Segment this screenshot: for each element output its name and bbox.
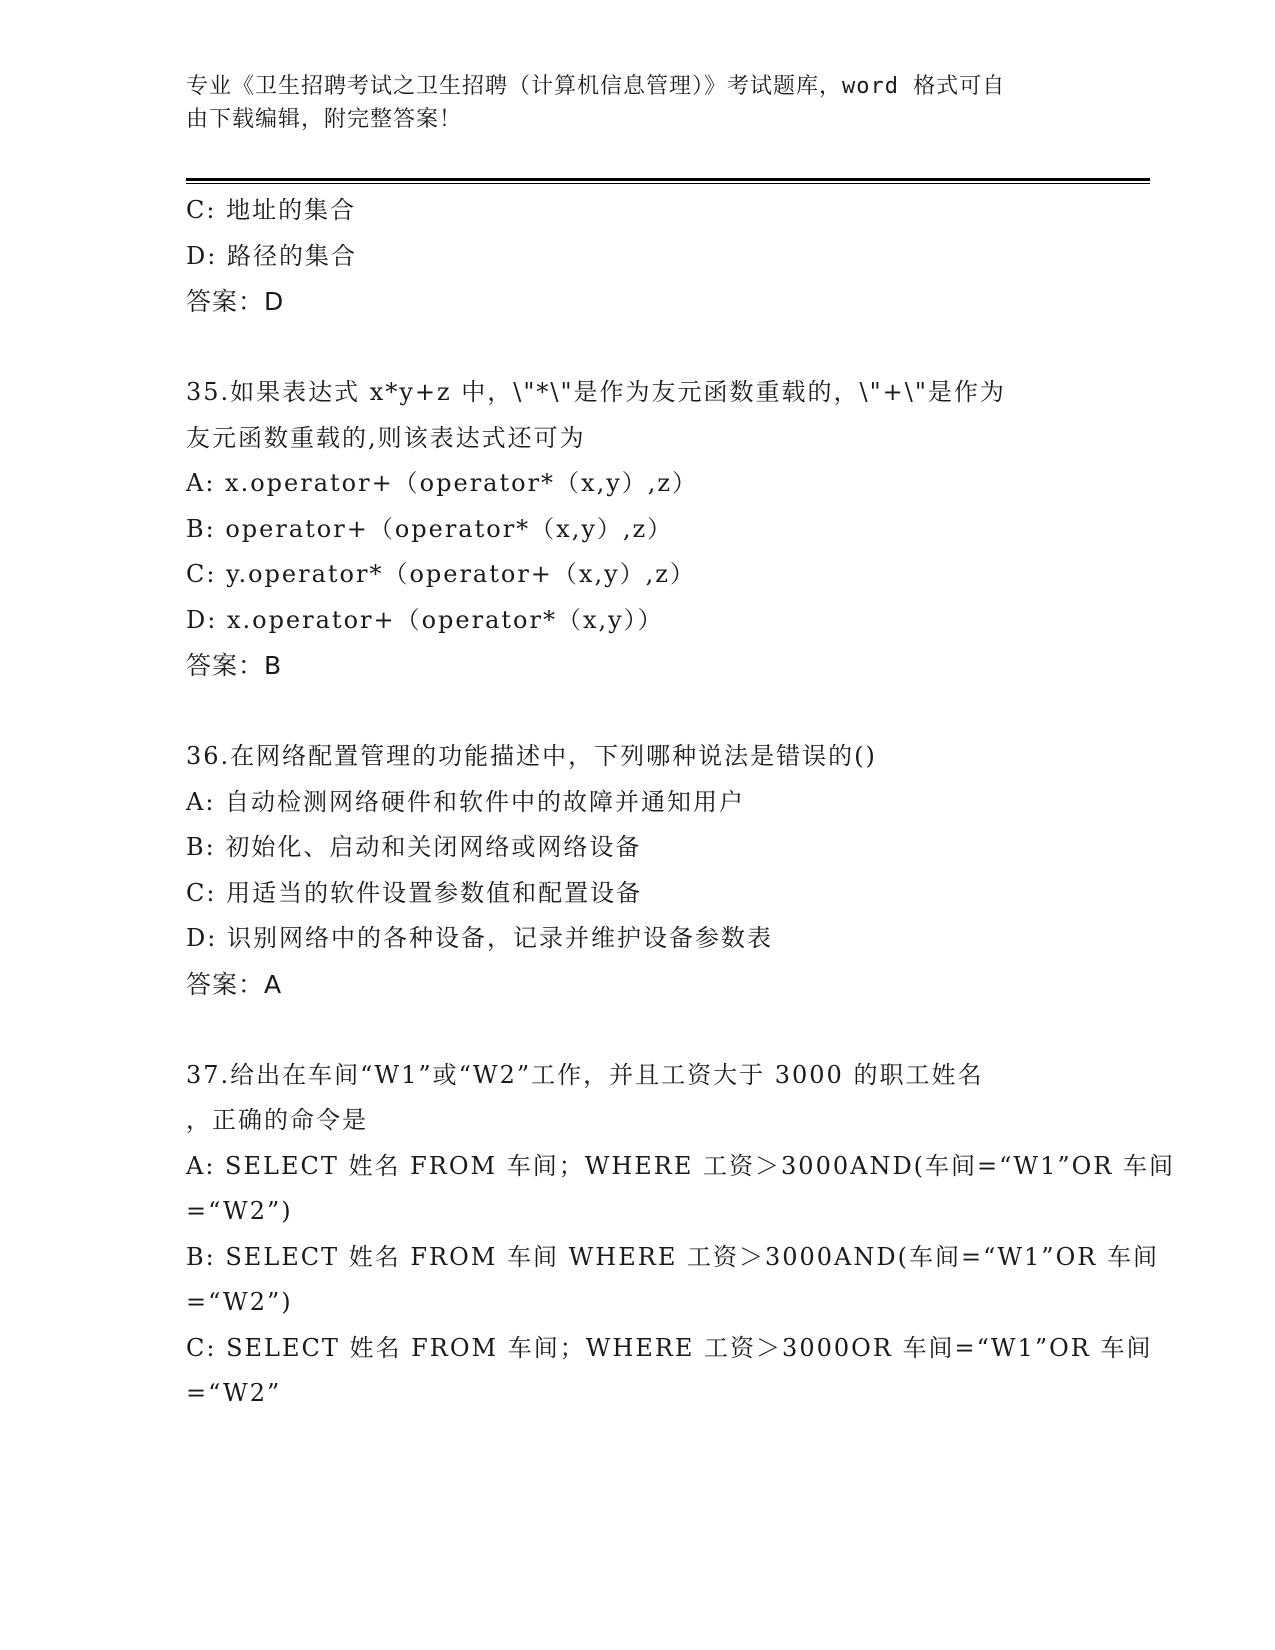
question-stem-line: ，正确的命令是 xyxy=(186,1106,368,1134)
option-c: C: SELECT 姓名 FROM 车间；WHERE 工资＞3000OR 车间=“W1”OR 车间 xyxy=(186,1333,1153,1362)
option-d: D: 路径的集合 xyxy=(186,241,357,270)
question-stem-line: 友元函数重载的,则该表达式还可为 xyxy=(186,423,586,452)
option-a: A: SELECT 姓名 FROM 车间；WHERE 工资＞3000AND(车间=“W1”OR 车间 xyxy=(186,1151,1176,1180)
option-a-continued: =“W2”) xyxy=(186,1197,293,1225)
question-block-36 xyxy=(186,734,1086,1007)
option-c: C: y.operator*（operator+（x,y）,z） xyxy=(186,560,696,588)
answer-line: 答案：D xyxy=(186,287,285,316)
question-stem-line: 36.在网络配置管理的功能描述中，下列哪种说法是错误的() xyxy=(186,742,877,770)
option-d: D: 识别网络中的各种设备，记录并维护设备参数表 xyxy=(186,924,773,952)
header-divider-thin xyxy=(186,183,1150,184)
header-line-1: 专业《卫生招聘考试之卫生招聘（计算机信息管理）》考试题库，word 格式可自 xyxy=(186,74,1006,99)
question-stem-line: 37.给出在车间“W1”或“W2”工作，并且工资大于 3000 的职工姓名 xyxy=(186,1060,984,1089)
question-block-35 xyxy=(186,370,1086,689)
option-c: C: 地址的集合 xyxy=(186,196,357,224)
question-block-34 xyxy=(186,188,1086,325)
option-a: A: x.operator+（operator*（x,y）,z） xyxy=(186,469,699,497)
header-line-2: 由下载编辑，附完整答案！ xyxy=(186,107,463,132)
option-a: A: 自动检测网络硬件和软件中的故障并通知用户 xyxy=(186,787,746,816)
option-d: D: x.operator+（operator*（x,y）） xyxy=(186,605,664,634)
document-body xyxy=(186,188,1176,1417)
question-block-37 xyxy=(186,1053,1176,1417)
option-c-continued: =“W2” xyxy=(186,1379,282,1407)
option-b: B: SELECT 姓名 FROM 车间 WHERE 工资＞3000AND(车间=“W1”OR 车间 xyxy=(186,1242,1159,1271)
question-stem-line: 35.如果表达式 x*y+z 中，\"*\"是作为友元函数重载的，\"+\"是作为 xyxy=(186,378,1006,406)
answer-line: 答案：B xyxy=(186,651,283,680)
option-b-continued: =“W2”) xyxy=(186,1288,293,1316)
page-header xyxy=(186,70,1086,136)
option-b: B: operator+（operator*（x,y）,z） xyxy=(186,514,674,543)
option-b: B: 初始化、启动和关闭网络或网络设备 xyxy=(186,833,642,861)
header-divider-thick xyxy=(186,178,1150,181)
option-c: C: 用适当的软件设置参数值和配置设备 xyxy=(186,878,643,907)
answer-line: 答案：A xyxy=(186,969,283,999)
